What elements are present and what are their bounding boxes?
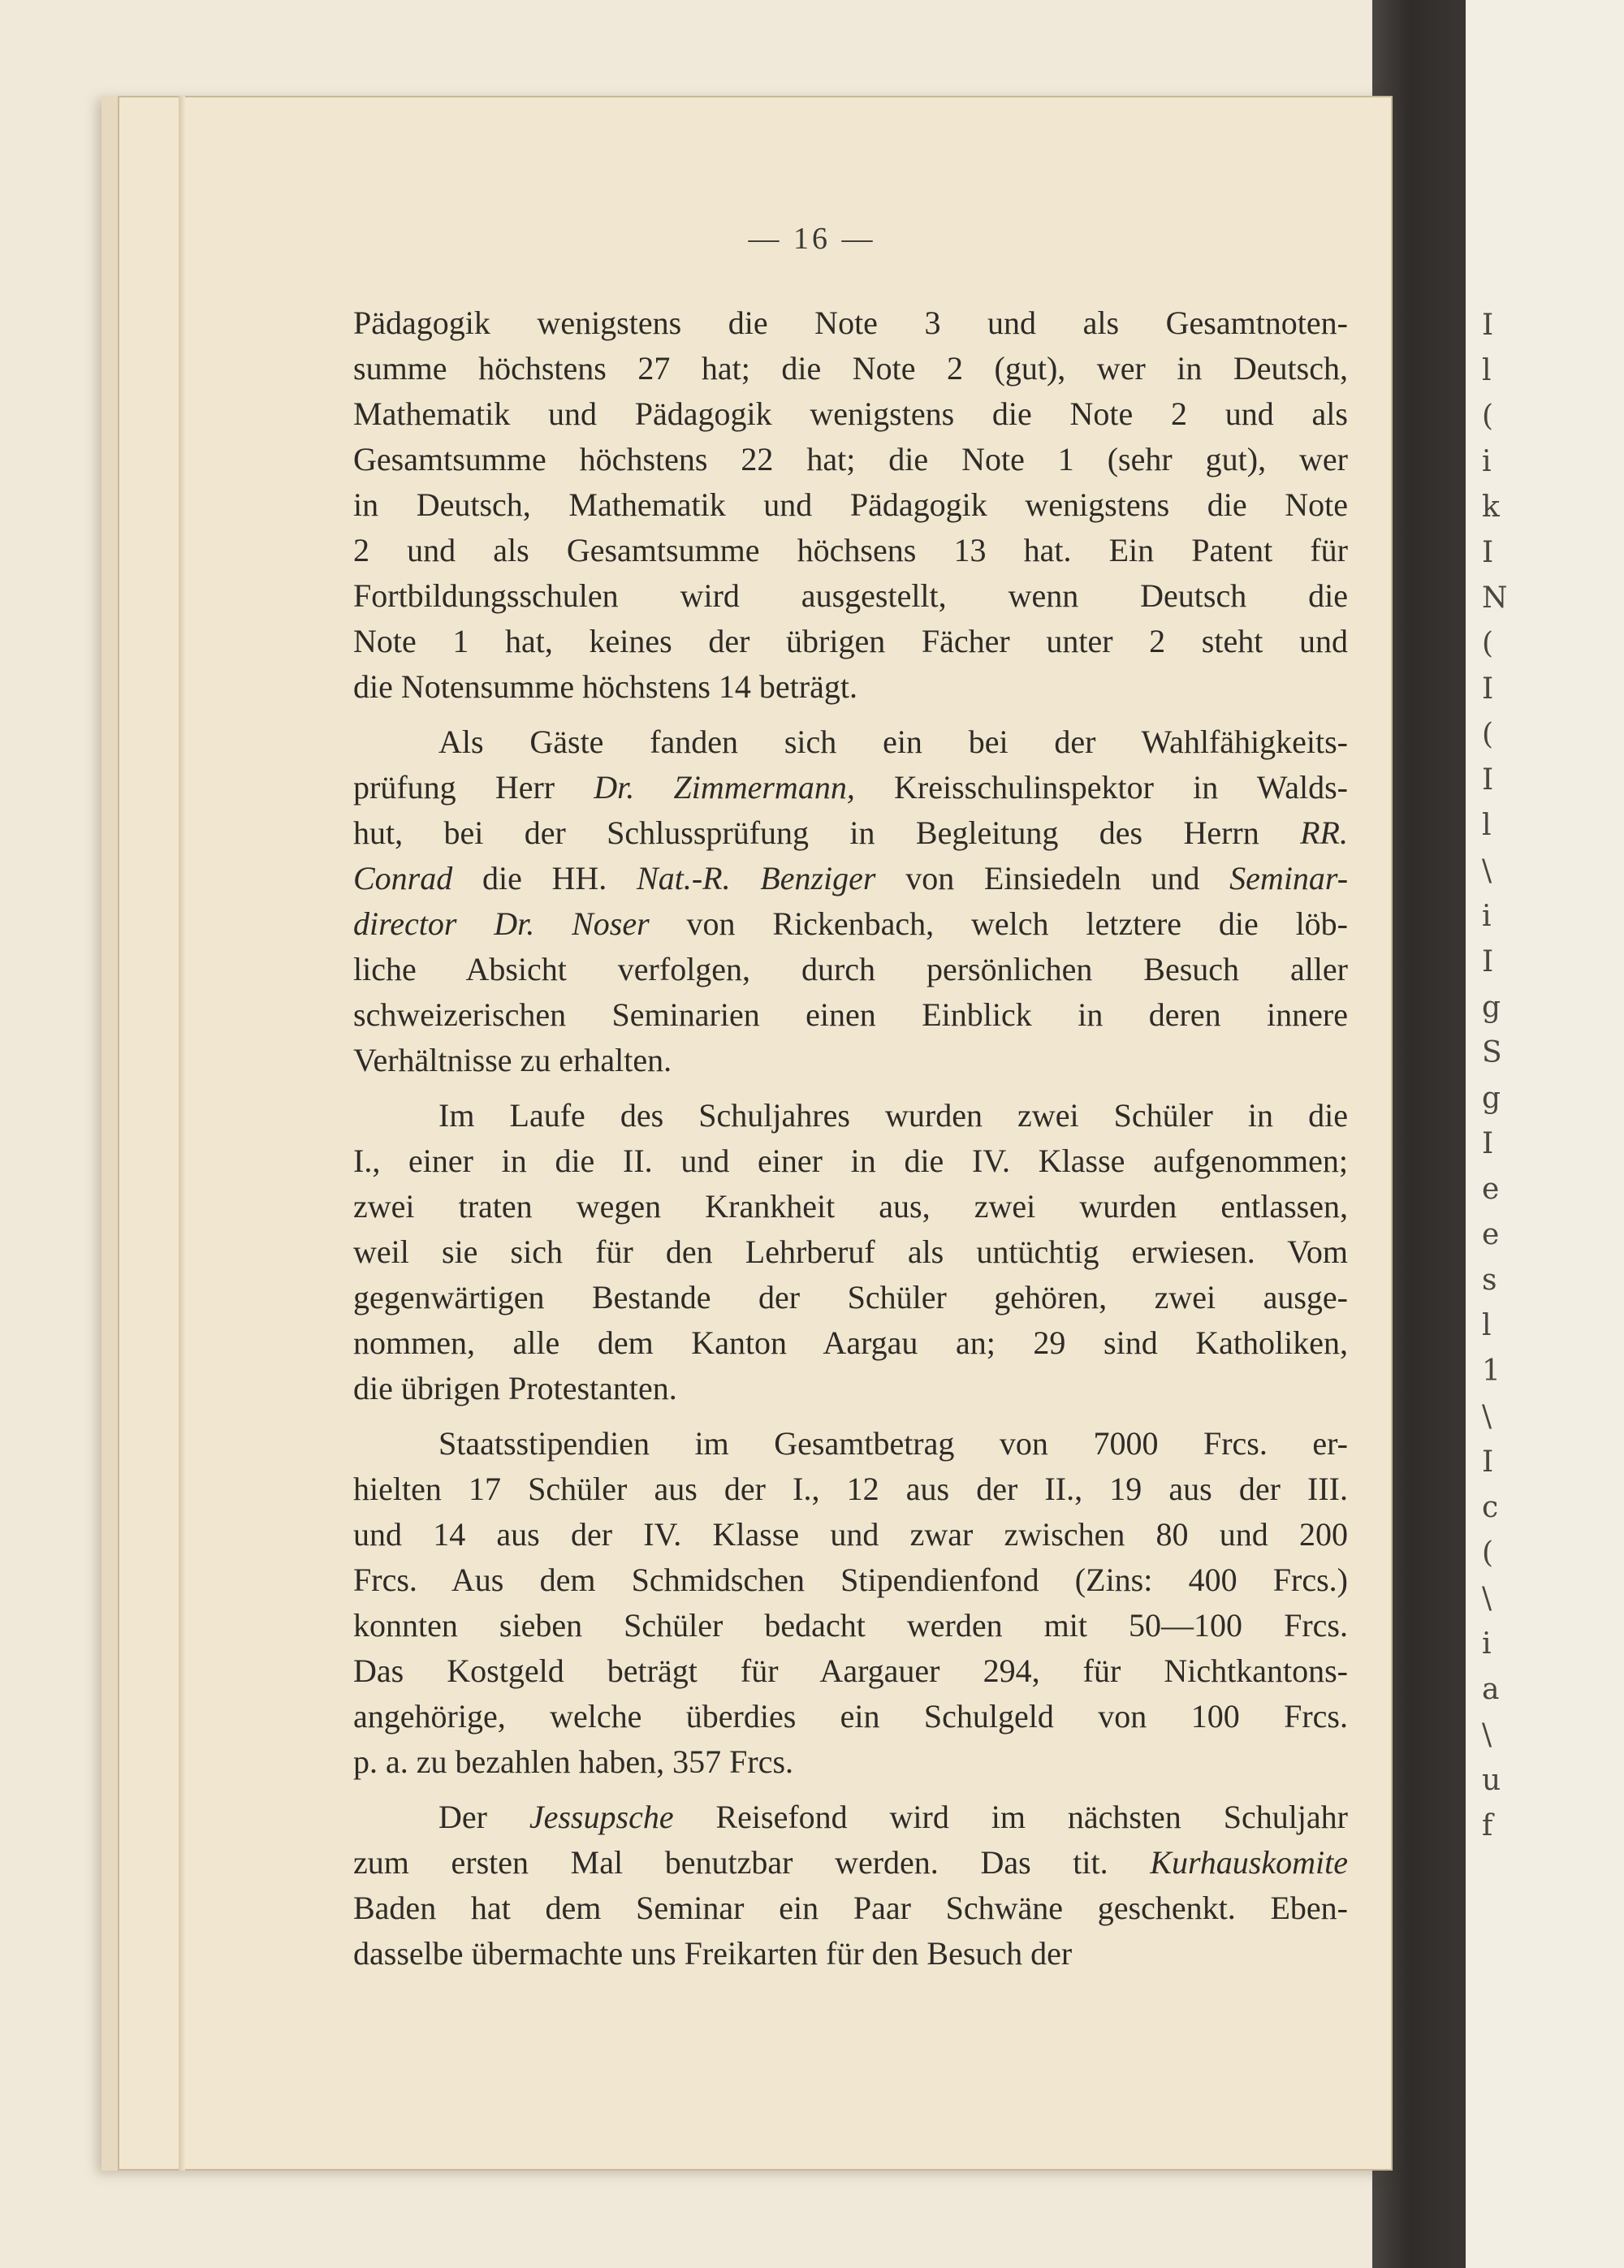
paragraph — [353, 1093, 1348, 1411]
italic-name: Seminar- — [1229, 860, 1349, 896]
text-line: Das Kostgeld beträgt für Aargauer 294, für Nichtkantons- — [353, 1652, 1348, 1689]
facing-page-glyph: \ — [1482, 1718, 1492, 1752]
facing-page-glyph: \ — [1482, 1582, 1492, 1615]
italic-name: Kurhauskomite — [1150, 1844, 1348, 1881]
text-line: zum ersten Mal benutzbar werden. Das tit. Kurhauskomite — [353, 1844, 1348, 1881]
page-inner-edge — [179, 96, 185, 2171]
text-line: die Notensumme höchstens 14 beträgt. — [353, 668, 857, 705]
facing-page-glyph: \ — [1482, 854, 1492, 888]
facing-page-glyph: i — [1482, 445, 1492, 478]
facing-page-glyph: I — [1482, 763, 1494, 797]
italic-name: Nat.-R. Benziger — [637, 860, 876, 896]
facing-page-glyph: l — [1482, 354, 1492, 387]
text-line: dasselbe übermachte uns Freikarten für den Besuch der — [353, 1935, 1073, 1972]
facing-page-edge — [1466, 0, 1624, 2268]
text-line: Fortbildungsschulen wird ausgestellt, wenn Deutsch die — [353, 577, 1348, 614]
text-line: und 14 aus der IV. Klasse und zwar zwischen 80 und 200 — [353, 1516, 1348, 1553]
facing-page-glyph: 1 — [1482, 1354, 1501, 1388]
facing-page-glyph: f — [1482, 1809, 1493, 1842]
facing-page-glyph: g — [1482, 991, 1501, 1024]
text-line: hielten 17 Schüler aus der I., 12 aus der II., 19 aus der III. — [353, 1471, 1348, 1507]
text-line: Staatsstipendien im Gesamtbetrag von 7000 Frcs. er- — [438, 1425, 1348, 1462]
page-number: — 16 — — [748, 222, 876, 256]
italic-name: Conrad — [353, 860, 453, 896]
facing-page-glyph: c — [1482, 1491, 1499, 1524]
text-line: Mathematik und Pädagogik wenigstens die Note 2 und als — [353, 395, 1348, 432]
text-line: Verhältnisse zu erhalten. — [353, 1042, 672, 1078]
text-line: 2 und als Gesamtsumme höchsens 13 hat. Ein Patent für — [353, 532, 1348, 568]
text-line: weil sie sich für den Lehrberuf als untüchtig erwiesen. Vom — [353, 1233, 1348, 1270]
italic-name: Jessupsche — [529, 1799, 674, 1835]
facing-page-glyph: I — [1482, 672, 1494, 706]
facing-page-glyph: ( — [1482, 627, 1494, 660]
text-line: Baden hat dem Seminar ein Paar Schwäne geschenkt. Eben- — [353, 1890, 1348, 1926]
facing-page-glyph: N — [1482, 581, 1508, 615]
italic-name: Dr. Zimmermann, — [594, 769, 855, 806]
text-line: gegenwärtigen Bestande der Schüler gehören, zwei ausge- — [353, 1279, 1348, 1315]
facing-page-glyph: g — [1482, 1082, 1501, 1115]
facing-page-glyph: l — [1482, 809, 1492, 842]
paragraph — [353, 1795, 1348, 1976]
text-line: Frcs. Aus dem Schmidschen Stipendienfond (Zins: 400 Frcs.) — [353, 1562, 1348, 1598]
text-line: konnten sieben Schüler bedacht werden mit 50—100 Frcs. — [353, 1607, 1348, 1644]
text-line: Conrad die HH. Nat.-R. Benziger von Einsiedeln und Seminar- — [353, 860, 1349, 896]
text-line: Der Jessupsche Reisefond wird im nächsten Schuljahr — [438, 1799, 1348, 1835]
text-line: hut, bei der Schlussprüfung in Begleitung des Herrn RR. — [353, 814, 1348, 851]
italic-name: RR. — [1300, 814, 1348, 851]
text-line: Im Laufe des Schuljahres wurden zwei Schüler in die — [438, 1097, 1348, 1134]
facing-page-glyph: ( — [1482, 1536, 1494, 1570]
facing-page-glyph: i — [1482, 1627, 1492, 1661]
facing-page-glyph: \ — [1482, 1400, 1492, 1433]
text-line: zwei traten wegen Krankheit aus, zwei wurden entlassen, — [353, 1188, 1348, 1225]
facing-page-glyph: I — [1482, 1127, 1494, 1160]
facing-page-glyph: I — [1482, 945, 1494, 978]
facing-page-glyph: k — [1482, 490, 1500, 524]
facing-page-glyph: e — [1482, 1173, 1500, 1206]
facing-page-glyph: S — [1482, 1036, 1502, 1069]
text-line: angehörige, welche überdies ein Schulgeld von 100 Frcs. — [353, 1698, 1348, 1734]
text-line: in Deutsch, Mathematik und Pädagogik wenigstens die Note — [353, 486, 1348, 523]
facing-page-glyph: u — [1482, 1764, 1501, 1797]
text-line: Als Gäste fanden sich ein bei der Wahlfähigkeits- — [438, 724, 1348, 760]
text-line: I., einer in die II. und einer in die IV. Klasse aufgenommen; — [353, 1143, 1348, 1179]
body-text — [353, 300, 1348, 1976]
facing-page-glyph: ( — [1482, 400, 1494, 433]
paragraph — [353, 719, 1348, 1083]
text-line: die übrigen Protestanten. — [353, 1370, 677, 1406]
text-line: liche Absicht verfolgen, durch persönlichen Besuch aller — [353, 951, 1348, 987]
facing-page-glyph: ( — [1482, 718, 1494, 751]
facing-page-glyph: I — [1482, 309, 1494, 342]
text-line: nommen, alle dem Kanton Aargau an; 29 sind Katholiken, — [353, 1324, 1348, 1361]
facing-page-glyph: a — [1482, 1673, 1500, 1706]
facing-page-glyph: i — [1482, 900, 1492, 933]
facing-page-glyph: l — [1482, 1309, 1492, 1342]
text-line: summe höchstens 27 hat; die Note 2 (gut), wer in Deutsch, — [353, 350, 1348, 387]
facing-page-glyph: I — [1482, 1445, 1494, 1479]
text-line: Gesamtsumme höchstens 22 hat; die Note 1 (sehr gut), wer — [353, 441, 1348, 477]
paragraph — [353, 1421, 1348, 1785]
text-line: director Dr. Noser von Rickenbach, welch letztere die löb- — [353, 905, 1348, 942]
text-line: Note 1 hat, keines der übrigen Fächer unter 2 steht und — [353, 623, 1348, 659]
facing-page-glyph: s — [1482, 1264, 1497, 1297]
facing-page-glyph: e — [1482, 1218, 1500, 1251]
facing-page-glyph: I — [1482, 536, 1494, 569]
text-line: prüfung Herr Dr. Zimmermann, Kreisschulinspektor in Walds- — [353, 769, 1349, 806]
text-line: schweizerischen Seminarien einen Einblick in deren innere — [353, 996, 1348, 1033]
italic-name: director Dr. Noser — [353, 905, 650, 942]
paragraph — [353, 300, 1348, 710]
text-line: Pädagogik wenigstens die Note 3 und als Gesamtnoten- — [353, 305, 1348, 341]
text-line: p. a. zu bezahlen haben, 357 Frcs. — [353, 1743, 794, 1780]
